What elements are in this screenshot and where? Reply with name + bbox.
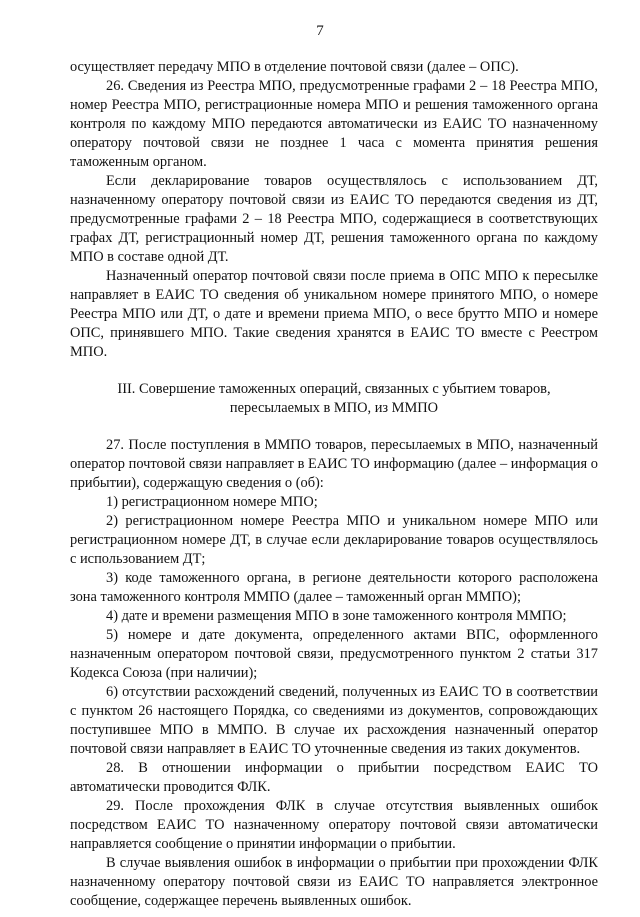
paragraph-26: 26. Сведения из Реестра МПО, предусмотренные графами 2 – 18 Реестра МПО, номер Реестра МПО, регистрационные номера МПО и решения таможенного органа контроля по каждому МПО передаются автоматически из ЕАИС ТО назначенному оператору почтовой связи не позднее 1 часа с момента принятия решения таможенным органом.	[70, 78, 598, 170]
paragraph-26-acceptance: Назначенный оператор почтовой связи после приема в ОПС МПО к пересылке направляет в ЕАИС ТО сведения об уникальном номере принятого МПО, о номере Реестра МПО или ДТ, о дате и времени приема МПО, о весе брутто МПО и номере ОПС, принявшего МПО. Такие сведения хранятся в ЕАИС ТО вместе с Реестром МПО.	[70, 268, 598, 360]
section-heading-iii	[70, 380, 598, 418]
section-heading-line-1: III. Совершение таможенных операций, связанных с убытием товаров,	[117, 381, 551, 397]
paragraph-28: 28. В отношении информации о прибытии посредством ЕАИС ТО автоматически проводится ФЛК.	[70, 760, 598, 795]
paragraph-29-errors: В случае выявления ошибок в информации о прибытии при прохождении ФЛК назначенному оператору почтовой связи из ЕАИС ТО направляется электронное сообщение, содержащее перечень выявленных ошибок.	[70, 855, 598, 909]
page-number: 7	[316, 23, 324, 39]
list-item-3: 3) коде таможенного органа, в регионе деятельности которого расположена зона таможенного контроля ММПО (далее – таможенный орган ММПО);	[70, 570, 598, 605]
list-item-5: 5) номере и дате документа, определенного актами ВПС, оформленного назначенным оператором почтовой связи, предусмотренного пунктом 2 статьи 317 Кодекса Союза (при наличии);	[70, 627, 598, 681]
paragraph-26-declaration: Если декларирование товаров осуществлялось с использованием ДТ, назначенному оператору почтовой связи из ЕАИС ТО передаются сведения из ДТ, предусмотренные графами 2 – 18 Реестра МПО, содержащиеся в соответствующих графах ДТ, регистрационный номер ДТ, решения таможенного органа по каждому МПО в составе одной ДТ.	[70, 173, 598, 265]
list-item-1: 1) регистрационном номере МПО;	[106, 494, 318, 510]
list-item-2: 2) регистрационном номере Реестра МПО и уникальном номере МПО или регистрационном номере ДТ, в случае если декларирование товаров осуществлялось с использованием ДТ;	[70, 513, 598, 567]
document-body	[70, 58, 598, 911]
paragraph-27: 27. После поступления в ММПО товаров, пересылаемых в МПО, назначенный оператор почтовой связи направляет в ЕАИС ТО информацию (далее – информация о прибытии), содержащую сведения о (об):	[70, 437, 598, 491]
paragraph-continuation: осуществляет передачу МПО в отделение почтовой связи (далее – ОПС).	[70, 59, 519, 75]
list-item-4: 4) дате и времени размещения МПО в зоне таможенного контроля ММПО;	[106, 608, 567, 624]
paragraph-29: 29. После прохождения ФЛК в случае отсутствия выявленных ошибок посредством ЕАИС ТО назначенному оператору почтовой связи автоматически направляется сообщение о принятии информации о прибытии.	[70, 798, 598, 852]
section-heading-line-2: пересылаемых в МПО, из ММПО	[229, 400, 439, 416]
list-item-6: 6) отсутствии расхождений сведений, полученных из ЕАИС ТО в соответствии с пунктом 26 настоящего Порядка, со сведениями из документов, сопровождающих поступившее МПО в ММПО. В случае их расхождения назначенный оператор почтовой связи направляет в ЕАИС ТО уточненные сведения из таких документов.	[70, 684, 598, 757]
